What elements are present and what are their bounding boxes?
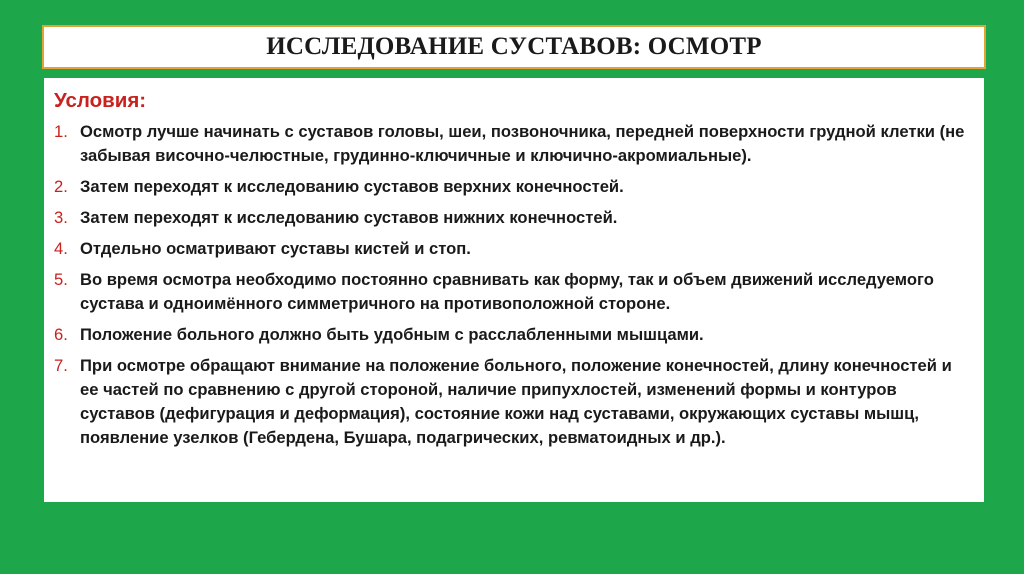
list-item <box>54 354 972 450</box>
list-item-number: 6. <box>54 325 68 344</box>
list-item-text: Положение больного должно быть удобным с расслабленными мышцами. <box>80 325 704 344</box>
list-item-text: Осмотр лучше начинать с суставов головы, шеи, позвоночника, передней поверхности грудной клетки (не забывая височно-челюстные, грудинно-ключичные и ключично-акромиальные). <box>80 122 965 165</box>
list-item-number: 7. <box>54 356 68 375</box>
content-panel <box>44 78 984 502</box>
conditions-list <box>54 120 972 450</box>
list-item-text: Отдельно осматривают суставы кистей и стоп. <box>80 239 471 258</box>
list-item <box>54 323 972 347</box>
list-item <box>54 175 972 199</box>
list-item-text: Во время осмотра необходимо постоянно сравнивать как форму, так и объем движений исследуемого сустава и одноимённого симметричного на противоположной стороне. <box>80 270 934 313</box>
list-item-text: При осмотре обращают внимание на положение больного, положение конечностей, длину конечностей и ее частей по сравнению с другой стороной, наличие припухлостей, изменений формы и контуров суставов (дефигурация и деформация), состояние кожи над суставами, окружающих суставы мышц, появление узелков (Гебердена, Бушара, подагрических, ревматоидных и др.). <box>80 356 952 447</box>
list-item <box>54 237 972 261</box>
list-item-number: 4. <box>54 239 68 258</box>
list-item-text: Затем переходят к исследованию суставов нижних конечностей. <box>80 208 618 227</box>
list-item-text: Затем переходят к исследованию суставов верхних конечностей. <box>80 177 624 196</box>
slide-title-box <box>42 25 986 69</box>
list-item <box>54 206 972 230</box>
conditions-heading: Условия: <box>54 89 147 112</box>
list-item <box>54 120 972 168</box>
list-item-number: 1. <box>54 122 68 141</box>
slide-title: ИССЛЕДОВАНИЕ СУСТАВОВ: ОСМОТР <box>266 33 762 60</box>
list-item <box>54 268 972 316</box>
list-item-number: 2. <box>54 177 68 196</box>
list-item-number: 5. <box>54 270 68 289</box>
list-item-number: 3. <box>54 208 68 227</box>
